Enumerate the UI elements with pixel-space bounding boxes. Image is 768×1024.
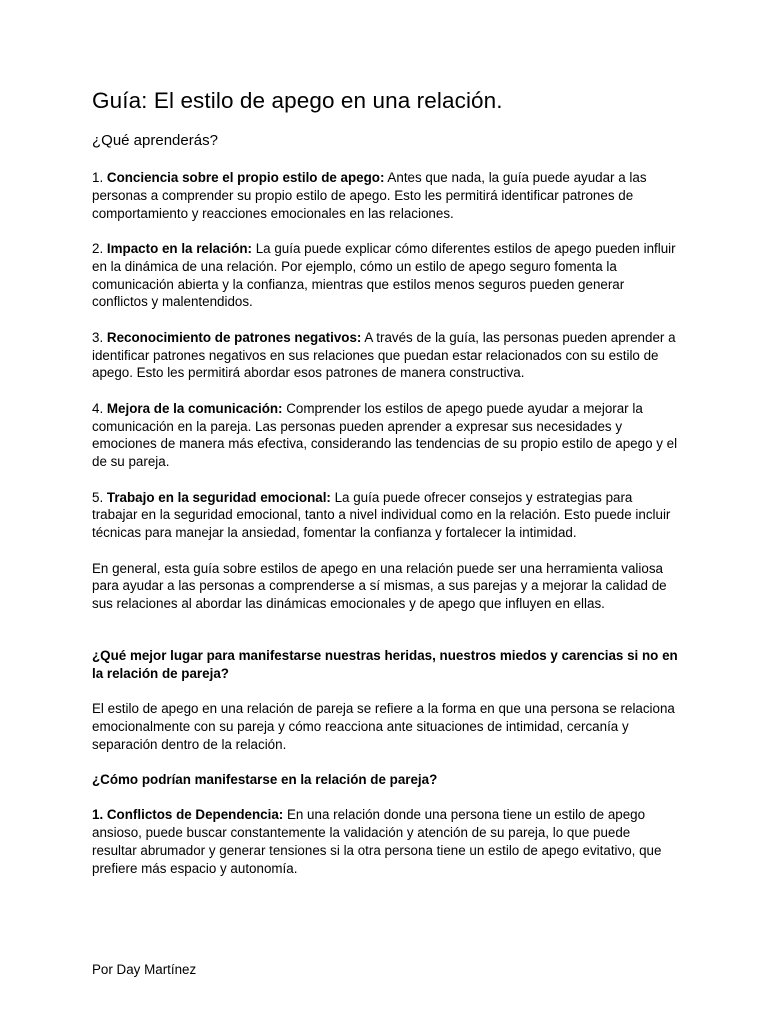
- point-1: 1. Conciencia sobre el propio estilo de apego: Antes que nada, la guía puede ayudar a las personas a comprender su propio estilo de apego. Esto les permitirá identificar patrones de comportamiento y reacciones emocionales en las relaciones.: [92, 170, 647, 221]
- section-subtitle: ¿Qué aprenderás?: [92, 132, 218, 149]
- point-text: La guía puede ofrecer consejos y estrategias para trabajar en la seguridad emocional, tanto a nivel individual como en la relación. Esto puede incluir técnicas para manejar la ansiedad, fomentar la confianza y fortalecer la intimidad.: [92, 489, 671, 541]
- definition-paragraph: El estilo de apego en una relación de pareja se refiere a la forma en que una persona se relaciona emocionalmente con su pareja y cómo reacciona ante situaciones de intimidad, cercanía y separación dentro de la relación.: [92, 701, 675, 752]
- point-text: A través de la guía, las personas pueden aprender a identificar patrones negativos en sus relaciones que puedan estar relacionados con su estilo de apego. Esto les permitirá abordar esos patrones de manera constructiva.: [92, 329, 676, 381]
- point-label: Trabajo en la seguridad emocional:: [106, 489, 331, 505]
- point-label: Impacto en la relación:: [106, 240, 253, 256]
- point-number: 2: [92, 240, 100, 256]
- document-page: [92, 85, 678, 878]
- manifestation-paragraph: [92, 806, 678, 877]
- author-footer: Por Day Martínez: [92, 962, 197, 977]
- question-heading-1: ¿Qué mejor lugar para manifestarse nuestras heridas, nuestros miedos y carencias si no en la relación de pareja?: [92, 647, 678, 681]
- point-text: Comprender los estilos de apego puede ayudar a mejorar la comunicación en la pareja. Las personas pueden aprender a expresar sus necesidades y emociones de manera más efectiva, considerando las tendencias de su propio estilo de apego y el de su pareja.: [92, 400, 678, 470]
- point-label: Reconocimiento de patrones negativos:: [106, 329, 362, 345]
- point-label: Conciencia sobre el propio estilo de apego:: [106, 170, 385, 185]
- point-label: Mejora de la comunicación:: [106, 400, 283, 416]
- point-4: 4. Mejora de la comunicación: Comprender los estilos de apego puede ayudar a mejorar la comunicación en la pareja. Las personas pueden aprender a expresar sus necesidades y emociones de manera más efectiva, considerando las tendencias de su propio estilo de apego y el de su pareja.: [92, 400, 678, 470]
- point-number: 1: [92, 170, 100, 185]
- point-text: Antes que nada, la guía puede ayudar a las personas a comprender su propio estilo de apego. Esto les permitirá identificar patrones de comportamiento y reacciones emocionales en las relaciones.: [92, 170, 647, 221]
- point-number: 4: [92, 400, 100, 416]
- question-heading-2: ¿Cómo podrían manifestarse en la relación de pareja?: [92, 772, 438, 788]
- point-number: 5: [92, 489, 100, 505]
- point-number: 3: [92, 329, 100, 345]
- point-text: La guía puede explicar cómo diferentes estilos de apego pueden influir en la dinámica de una relación. Por ejemplo, cómo un estilo de apego seguro fomenta la comunicación abierta y la confianza, mientras que estilos menos seguros pueden generar conflictos y malentendidos.: [92, 240, 676, 310]
- document-title: Guía: El estilo de apego en una relación.: [92, 88, 503, 113]
- point-2: 2. Impacto en la relación: La guía puede explicar cómo diferentes estilos de apego pueden influir en la dinámica de una relación. Por ejemplo, cómo un estilo de apego seguro fomenta la comunicación abierta y la confianza, mientras que estilos menos seguros pueden generar conflictos y malentendidos.: [92, 240, 676, 310]
- manifestation-label: 1. Conflictos de Dependencia:: [92, 807, 284, 823]
- point-3: 3. Reconocimiento de patrones negativos: A través de la guía, las personas pueden aprender a identificar patrones negativos en sus relaciones que puedan estar relacionados con su estilo de apego. Esto les permitirá abordar esos patrones de manera constructiva.: [92, 329, 676, 381]
- point-5: 5. Trabajo en la seguridad emocional: La guía puede ofrecer consejos y estrategias para trabajar en la seguridad emocional, tanto a nivel individual como en la relación. Esto puede incluir técnicas para manejar la ansiedad, fomentar la confianza y fortalecer la intimidad.: [92, 489, 671, 541]
- manifestation-text: En una relación donde una persona tiene un estilo de apego ansioso, puede buscar constantemente la validación y atención de su pareja, lo que puede resultar abrumador y generar tensiones si la otra persona tiene un estilo de apego evitativo, que prefiere más espacio y autonomía.: [92, 807, 662, 876]
- summary-paragraph: En general, esta guía sobre estilos de apego en una relación puede ser una herramienta valiosa para ayudar a las personas a comprenderse a sí mismas, a sus parejas y a mejorar la calidad de sus relaciones al abordar las dinámicas emocionales y de apego que influyen en ellas.: [92, 560, 667, 612]
